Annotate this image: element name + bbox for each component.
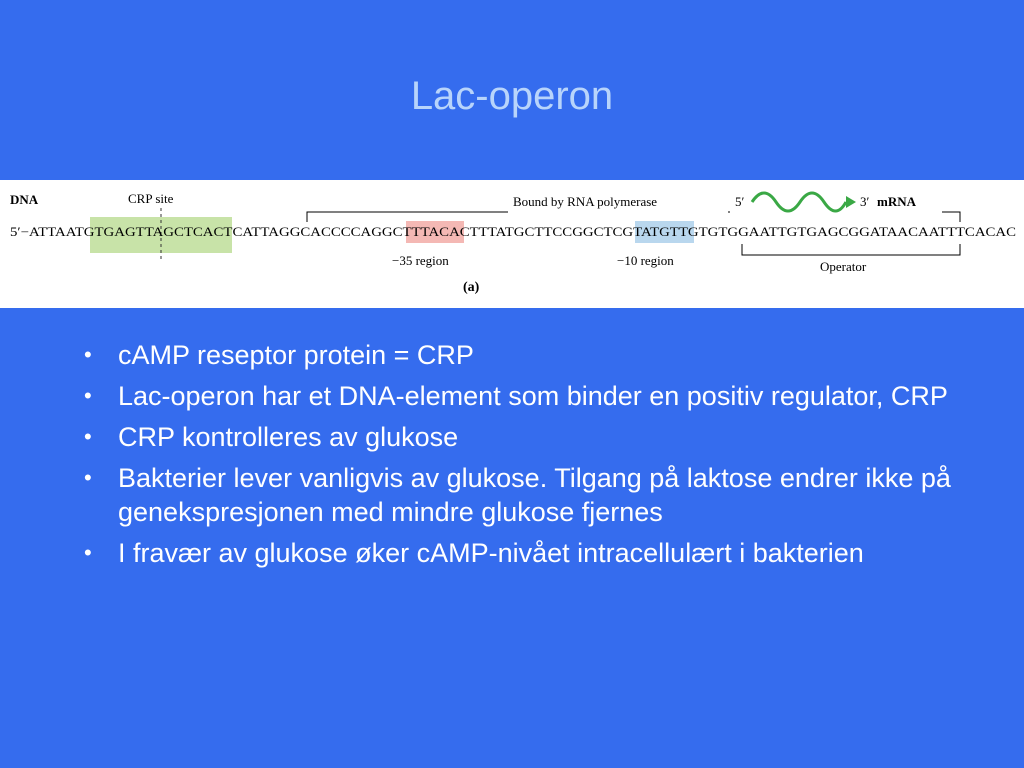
dna-label: DNA bbox=[10, 192, 39, 207]
bound-by-rna-polymerase-label: Bound by RNA polymerase bbox=[513, 194, 658, 209]
mrna-3prime-label: 3′ bbox=[860, 194, 870, 209]
seq-segment-3: TCATTAGGCACCCCAGGC bbox=[223, 225, 375, 239]
bullet-item bbox=[76, 536, 976, 570]
lac-operon-figure bbox=[0, 180, 1024, 308]
bullet-item bbox=[76, 461, 976, 529]
minus35-region-label: −35 region bbox=[392, 253, 449, 268]
sequence-prefix: 5′− bbox=[10, 225, 27, 239]
seq-minus10: TATGTT bbox=[633, 225, 680, 239]
slide-title: Lac-operon bbox=[410, 74, 614, 118]
bullet-dot-icon: • bbox=[84, 383, 92, 408]
operator-bracket bbox=[742, 244, 960, 255]
bullet-list bbox=[76, 338, 976, 577]
bullet-dot-icon: • bbox=[84, 465, 92, 490]
bullet-item bbox=[76, 420, 976, 454]
bullet-dot-icon: • bbox=[84, 540, 92, 565]
seq-crp-site: GTGAGTTAGCTCAC bbox=[83, 225, 202, 239]
panel-label: (a) bbox=[463, 280, 480, 295]
bullet-text: CRP kontrolleres av glukose bbox=[118, 422, 459, 452]
bullet-item bbox=[76, 338, 976, 372]
bullet-item bbox=[76, 379, 976, 413]
bullet-text: I fravær av glukose øker cAMP-nivået intracellulært i bakterien bbox=[118, 538, 864, 568]
bullet-dot-icon: • bbox=[84, 342, 92, 367]
bullet-dot-icon: • bbox=[84, 424, 92, 449]
seq-minus35: TTTACA bbox=[402, 225, 451, 239]
bullet-text: Bakterier lever vanligvis av glukose. Tilgang på laktose endrer ikke på genekspresjonen med mindre glukose fjernes bbox=[118, 463, 951, 527]
bullet-text: Lac-operon har et DNA-element som binder en positiv regulator, CRP bbox=[118, 381, 948, 411]
crp-site-label: CRP site bbox=[128, 191, 174, 206]
seq-segment-5: CTTTATGCTTCCGGCTCG bbox=[459, 225, 607, 239]
operator-label: Operator bbox=[820, 259, 867, 274]
dna-sequence bbox=[10, 225, 1016, 239]
seq-segment-7: GTGTGGAATTGTGAGCGGATAACAATTTCACAC bbox=[687, 225, 965, 239]
mrna-5prime-label: 5′ bbox=[735, 194, 745, 209]
mrna-label: mRNA bbox=[877, 194, 916, 209]
dna-diagram bbox=[0, 180, 1024, 308]
bullet-text: cAMP reseptor protein = CRP bbox=[118, 340, 474, 370]
seq-segment-1: ATTAAT bbox=[29, 225, 76, 239]
minus10-region-label: −10 region bbox=[617, 253, 674, 268]
